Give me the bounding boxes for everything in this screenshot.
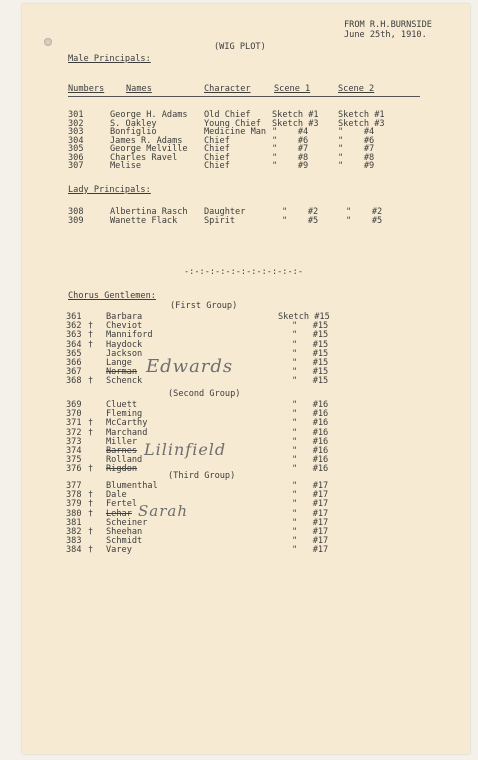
principal-character: Daughter [204, 207, 246, 217]
document-page [22, 4, 470, 754]
chorus-name: Varey [106, 545, 132, 556]
chorus-name: Barnes [106, 446, 138, 456]
separator-line: -:-:-:-:-:-:-:-:-:-:-:- [184, 267, 303, 277]
principal-scene-2: " #7 [338, 144, 375, 154]
principal-scene-1: " #9 [272, 161, 309, 171]
chorus-name: McCarthy [106, 418, 148, 429]
chorus-sketch: " #17 [292, 527, 329, 537]
group-label-third: (Third Group) [168, 471, 236, 481]
chorus-tick-mark: † [88, 499, 94, 510]
chorus-name: Miller [106, 436, 138, 447]
principal-character: Spirit [204, 216, 236, 226]
chorus-sketch: " #15 [292, 367, 329, 378]
document-title: (WIG PLOT) [214, 42, 266, 52]
chorus-name: Lehar [106, 508, 132, 519]
chorus-tick-mark: † [88, 339, 94, 350]
principal-number: 306 [68, 152, 84, 163]
chorus-tick-mark: † [88, 545, 94, 556]
chorus-number: 362 [66, 321, 82, 332]
chorus-sketch: " #16 [292, 427, 329, 438]
chorus-name: Marchand [106, 427, 148, 438]
chorus-number: 377 [66, 481, 82, 491]
chorus-tick-mark: † [88, 508, 94, 519]
principal-scene-1: " #8 [272, 152, 309, 163]
principal-character: Medicine Man [204, 127, 267, 137]
col-scene-2: Scene 2 [338, 84, 375, 94]
principal-scene-2: " #9 [338, 161, 375, 171]
chorus-number: 375 [66, 455, 82, 466]
principal-name: Bonfiglio [110, 127, 157, 137]
principal-scene-1: " #2 [282, 207, 319, 217]
chorus-sketch: " #15 [292, 358, 329, 368]
chorus-name: Schenck [106, 376, 143, 387]
principal-character: Chief [204, 152, 230, 163]
chorus-sketch: " #16 [292, 400, 329, 410]
principal-name: Melise [110, 161, 142, 171]
chorus-name: Rolland [106, 455, 143, 466]
chorus-name: Cluett [106, 400, 138, 410]
chorus-number: 383 [66, 536, 82, 547]
principal-number: 309 [68, 216, 84, 226]
chorus-sketch: " #17 [292, 536, 329, 547]
punch-hole [44, 38, 52, 46]
principal-scene-1: " #6 [272, 135, 309, 146]
principal-number: 302 [68, 118, 84, 129]
chorus-sketch: " #15 [292, 321, 329, 332]
chorus-name: Dale [106, 490, 127, 501]
principal-scene-1: " #5 [282, 216, 319, 226]
from-line: FROM R.H.BURNSIDE [344, 20, 432, 30]
principal-name: George Melville [110, 144, 188, 154]
principal-character: Chief [204, 161, 230, 171]
group-label-first: (First Group) [170, 301, 238, 311]
handwritten-note-sarah: Sarah [138, 502, 188, 520]
header-rule [68, 96, 420, 97]
chorus-sketch: " #16 [292, 464, 329, 475]
principal-scene-1: Sketch #3 [272, 118, 319, 129]
principal-number: 307 [68, 161, 84, 171]
chorus-sketch: " #15 [292, 376, 329, 387]
principal-name: Albertina Rasch [110, 207, 188, 217]
chorus-number: 381 [66, 517, 82, 528]
principal-scene-1: " #7 [272, 144, 309, 154]
chorus-number: 372 [66, 427, 82, 438]
chorus-name: Blumenthal [106, 481, 158, 491]
chorus-sketch: " #17 [292, 517, 329, 528]
principal-character: Young Chief [204, 118, 261, 129]
chorus-tick-mark: † [88, 490, 94, 501]
chorus-number: 380 [66, 508, 82, 519]
chorus-tick-mark: † [88, 321, 94, 332]
chorus-name: Fleming [106, 409, 143, 420]
chorus-tick-mark: † [88, 376, 94, 387]
principal-number: 308 [68, 207, 84, 217]
handwritten-note-lilinfield: Lilinfield [144, 440, 227, 459]
principal-scene-2: " #8 [338, 152, 375, 163]
chorus-tick-mark: † [88, 464, 94, 475]
chorus-tick-mark: † [88, 418, 94, 429]
chorus-sketch: " #17 [292, 481, 329, 491]
principal-character: Chief [204, 144, 230, 154]
col-numbers: Numbers [68, 84, 105, 94]
principal-name: James R. Adams [110, 135, 183, 146]
chorus-sketch: " #16 [292, 418, 329, 429]
chorus-sketch: " #16 [292, 455, 329, 466]
chorus-name: Sheehan [106, 527, 143, 537]
principal-number: 305 [68, 144, 84, 154]
principal-scene-2: " #6 [338, 135, 375, 146]
chorus-tick-mark: † [88, 527, 94, 537]
col-character: Character [204, 84, 251, 94]
principal-scene-2: Sketch #3 [338, 118, 385, 129]
chorus-name: Jackson [106, 348, 143, 359]
chorus-number: 376 [66, 464, 82, 475]
chorus-sketch: " #17 [292, 499, 329, 510]
chorus-name: Haydock [106, 339, 143, 350]
principal-name: Wanette Flack [110, 216, 178, 226]
chorus-number: 365 [66, 348, 82, 359]
chorus-number: 368 [66, 376, 82, 387]
chorus-sketch: " #15 [292, 339, 329, 350]
chorus-number: 379 [66, 499, 82, 510]
chorus-name: Schmidt [106, 536, 143, 547]
chorus-number: 370 [66, 409, 82, 420]
principal-scene-2: " #2 [346, 207, 383, 217]
principal-number: 301 [68, 110, 84, 120]
principal-name: George H. Adams [110, 110, 188, 120]
lady-principals-heading: Lady Principals: [68, 185, 151, 195]
chorus-sketch: " #17 [292, 508, 329, 519]
chorus-name: Fertel [106, 499, 138, 510]
principal-scene-2: " #4 [338, 127, 375, 137]
male-principals-heading: Male Principals: [68, 54, 151, 64]
chorus-gentlemen-heading: Chorus Gentlemen: [68, 291, 156, 301]
principal-name: Charles Ravel [110, 152, 178, 163]
chorus-number: 361 [66, 312, 82, 322]
date-line: June 25th, 1910. [344, 30, 427, 40]
chorus-number: 369 [66, 400, 82, 410]
chorus-number: 364 [66, 339, 82, 350]
chorus-sketch: " #15 [292, 348, 329, 359]
group-label-second: (Second Group) [168, 389, 241, 399]
principal-name: S. Oakley [110, 118, 157, 129]
chorus-tick-mark: † [88, 330, 94, 341]
chorus-name: Manniford [106, 330, 153, 341]
principal-scene-1: Sketch #1 [272, 110, 319, 120]
chorus-sketch: " #17 [292, 490, 329, 501]
chorus-sketch: " #16 [292, 436, 329, 447]
chorus-name: Rigdon [106, 464, 138, 475]
chorus-sketch: Sketch #15 [278, 312, 330, 322]
col-scene-1: Scene 1 [274, 84, 311, 94]
handwritten-note-edwards: Edwards [146, 356, 234, 377]
chorus-number: 374 [66, 446, 82, 456]
chorus-sketch: " #16 [292, 446, 329, 456]
chorus-name: Scheiner [106, 517, 148, 528]
chorus-name: Norman [106, 367, 138, 378]
chorus-number: 378 [66, 490, 82, 501]
chorus-number: 384 [66, 545, 82, 556]
principal-scene-1: " #4 [272, 127, 309, 137]
principal-character: Old Chief [204, 110, 251, 120]
chorus-name: Lange [106, 358, 132, 368]
chorus-tick-mark: † [88, 427, 94, 438]
chorus-sketch: " #15 [292, 330, 329, 341]
chorus-number: 371 [66, 418, 82, 429]
principal-scene-2: Sketch #1 [338, 110, 385, 120]
principal-character: Chief [204, 135, 230, 146]
chorus-name: Barbara [106, 312, 143, 322]
principal-number: 303 [68, 127, 84, 137]
chorus-number: 382 [66, 527, 82, 537]
chorus-sketch: " #16 [292, 409, 329, 420]
chorus-name: Cheviot [106, 321, 143, 332]
chorus-number: 366 [66, 358, 82, 368]
principal-scene-2: " #5 [346, 216, 383, 226]
chorus-sketch: " #17 [292, 545, 329, 556]
principal-number: 304 [68, 135, 84, 146]
chorus-number: 367 [66, 367, 82, 378]
col-names: Names [126, 84, 152, 94]
chorus-number: 373 [66, 436, 82, 447]
chorus-number: 363 [66, 330, 82, 341]
